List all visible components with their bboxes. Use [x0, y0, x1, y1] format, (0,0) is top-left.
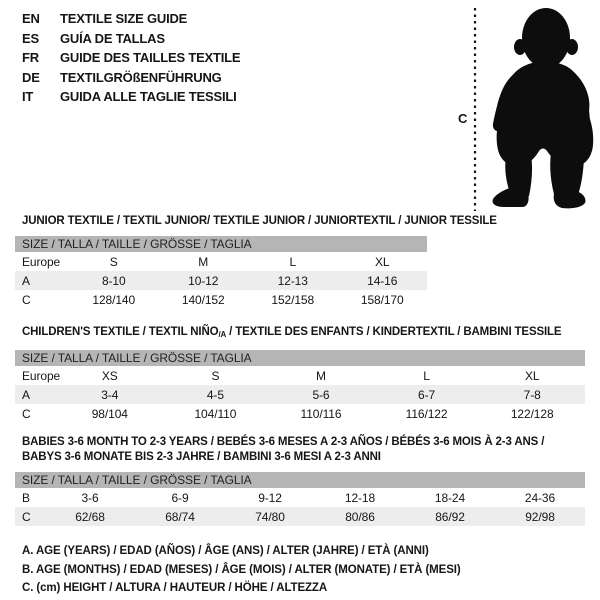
lang-code: EN: [22, 11, 40, 26]
babies-table-title-line1: BABIES 3-6 MONTH TO 2-3 YEARS / BEBÉS 3-6 MESES A 2-3 AÑOS / BÉBÉS 3-6 MOIS À 2-3 ANS /: [22, 436, 545, 448]
size-cell: XL: [524, 368, 540, 383]
lang-label: GUÍA DE TALLAS: [60, 30, 165, 46]
height-cell: 152/158: [271, 292, 315, 307]
age-cell: 7-8: [479, 385, 585, 404]
title-subscript: /A: [218, 330, 227, 339]
height-cell: 104/110: [194, 406, 237, 421]
lang-row-es: [22, 29, 240, 49]
age-cell: 12-18: [344, 490, 376, 505]
height-measure-figure: [450, 0, 600, 215]
row-label: B: [22, 490, 30, 505]
babies-table-title-line2: BABYS 3-6 MONATE BIS 2-3 JAHRE / BAMBINI 3-6 MESI A 2-3 ANNI: [22, 451, 381, 463]
baby-silhouette-icon: [493, 8, 594, 208]
age-cell: 3-4: [57, 385, 163, 404]
height-cell: 116/122: [405, 406, 448, 421]
lang-code: FR: [22, 50, 39, 65]
lang-code: ES: [22, 30, 39, 46]
title-part: / TEXTILE DES ENFANTS / KINDERTEXTIL / BAMBINI TESSILE: [226, 326, 562, 338]
size-header-label: SIZE / TALLA / TAILLE / GRÖSSE / TAGLIA: [15, 350, 585, 366]
age-cell: 4-5: [163, 385, 269, 404]
lang-label: GUIDA ALLE TAGLIE TESSILI: [60, 89, 237, 104]
table-row-height: [15, 507, 585, 526]
height-cell: 122/128: [510, 406, 554, 421]
table-row-height: [15, 290, 427, 309]
age-cell: 18-24: [434, 490, 466, 505]
age-cell: 14-16: [338, 271, 428, 290]
lang-label: TEXTILGRÖßENFÜHRUNG: [60, 69, 222, 85]
size-header-bar: [15, 472, 585, 488]
height-cell: 86/92: [405, 507, 495, 526]
row-label: A: [15, 271, 69, 290]
footnote-c: C. (cm) HEIGHT / ALTURA / HAUTEUR / HÖHE / ALTEZZA: [22, 582, 328, 594]
row-label: A: [15, 385, 57, 404]
junior-size-table: [15, 236, 427, 309]
lang-row-fr: [22, 48, 240, 68]
children-table-title: [15, 325, 585, 342]
children-size-table: [15, 350, 585, 423]
age-cell: 5-6: [268, 385, 374, 404]
table-row-age-months: [15, 488, 585, 507]
height-cell: 140/152: [181, 292, 225, 307]
size-cell: L: [423, 368, 430, 383]
height-cell: 158/170: [360, 292, 404, 307]
size-header-bar: [15, 236, 427, 252]
height-cell: 62/68: [45, 507, 135, 526]
age-cell: 24-36: [524, 490, 556, 505]
size-cell: L: [289, 254, 297, 269]
table-row-height: [15, 404, 585, 423]
language-list: [22, 9, 240, 107]
age-cell: 8-10: [69, 271, 159, 290]
size-cell: XL: [375, 254, 390, 269]
table-row-europe: [15, 252, 427, 271]
row-label: C: [15, 507, 45, 526]
age-cell: 10-12: [159, 271, 249, 290]
height-cell: 110/116: [300, 406, 342, 421]
height-cell: 92/98: [495, 507, 585, 526]
height-cell: 98/104: [91, 406, 128, 421]
title-part: CHILDREN'S TEXTILE / TEXTIL NIÑO: [22, 326, 219, 338]
table-row-age: [15, 385, 585, 404]
measure-label-c: C: [458, 111, 468, 126]
size-header-label: SIZE / TALLA / TAILLE / GRÖSSE / TAGLIA: [15, 236, 427, 252]
size-cell: S: [109, 254, 118, 269]
age-cell: 6-7: [374, 385, 480, 404]
height-cell: 128/140: [92, 292, 136, 307]
age-cell: 9-12: [258, 490, 282, 505]
height-cell: 74/80: [225, 507, 315, 526]
size-cell: XS: [101, 368, 118, 383]
height-cell: 80/86: [315, 507, 405, 526]
age-cell: 6-9: [171, 490, 189, 505]
row-label: Europe: [22, 254, 61, 269]
junior-table-title: JUNIOR TEXTILE / TEXTIL JUNIOR/ TEXTILE JUNIOR / JUNIORTEXTIL / JUNIOR TESSILE: [22, 215, 497, 227]
lang-row-de: [22, 68, 240, 88]
height-cell: 68/74: [135, 507, 225, 526]
size-header-bar: [15, 350, 585, 366]
table-row-europe: [15, 366, 585, 385]
lang-code: IT: [22, 89, 34, 104]
footnote-b: B. AGE (MONTHS) / EDAD (MESES) / ÂGE (MOIS) / ALTER (MONATE) / ETÀ (MESI): [22, 563, 461, 576]
size-cell: M: [198, 254, 209, 269]
size-guide-content: [15, 214, 585, 598]
row-label: C: [22, 292, 31, 307]
size-header-label: SIZE / TALLA / TAILLE / GRÖSSE / TAGLIA: [15, 472, 585, 488]
footnote-a: A. AGE (YEARS) / EDAD (AÑOS) / ÂGE (ANS) / ALTER (JAHRE) / ETÀ (ANNI): [22, 545, 429, 557]
legend-footnotes: [15, 542, 585, 598]
size-cell: M: [316, 368, 326, 383]
lang-row-it: [22, 87, 240, 107]
lang-label: TEXTILE SIZE GUIDE: [60, 11, 188, 26]
row-label: C: [22, 406, 31, 421]
lang-code: DE: [22, 69, 40, 85]
age-cell: 3-6: [81, 490, 99, 505]
age-cell: 12-13: [248, 271, 338, 290]
lang-label: GUIDE DES TAILLES TEXTILE: [60, 50, 241, 65]
babies-size-table: [15, 472, 585, 526]
table-row-age: [15, 271, 427, 290]
row-label: Europe: [22, 368, 61, 383]
lang-row-en: [22, 9, 240, 29]
size-cell: S: [211, 368, 220, 383]
